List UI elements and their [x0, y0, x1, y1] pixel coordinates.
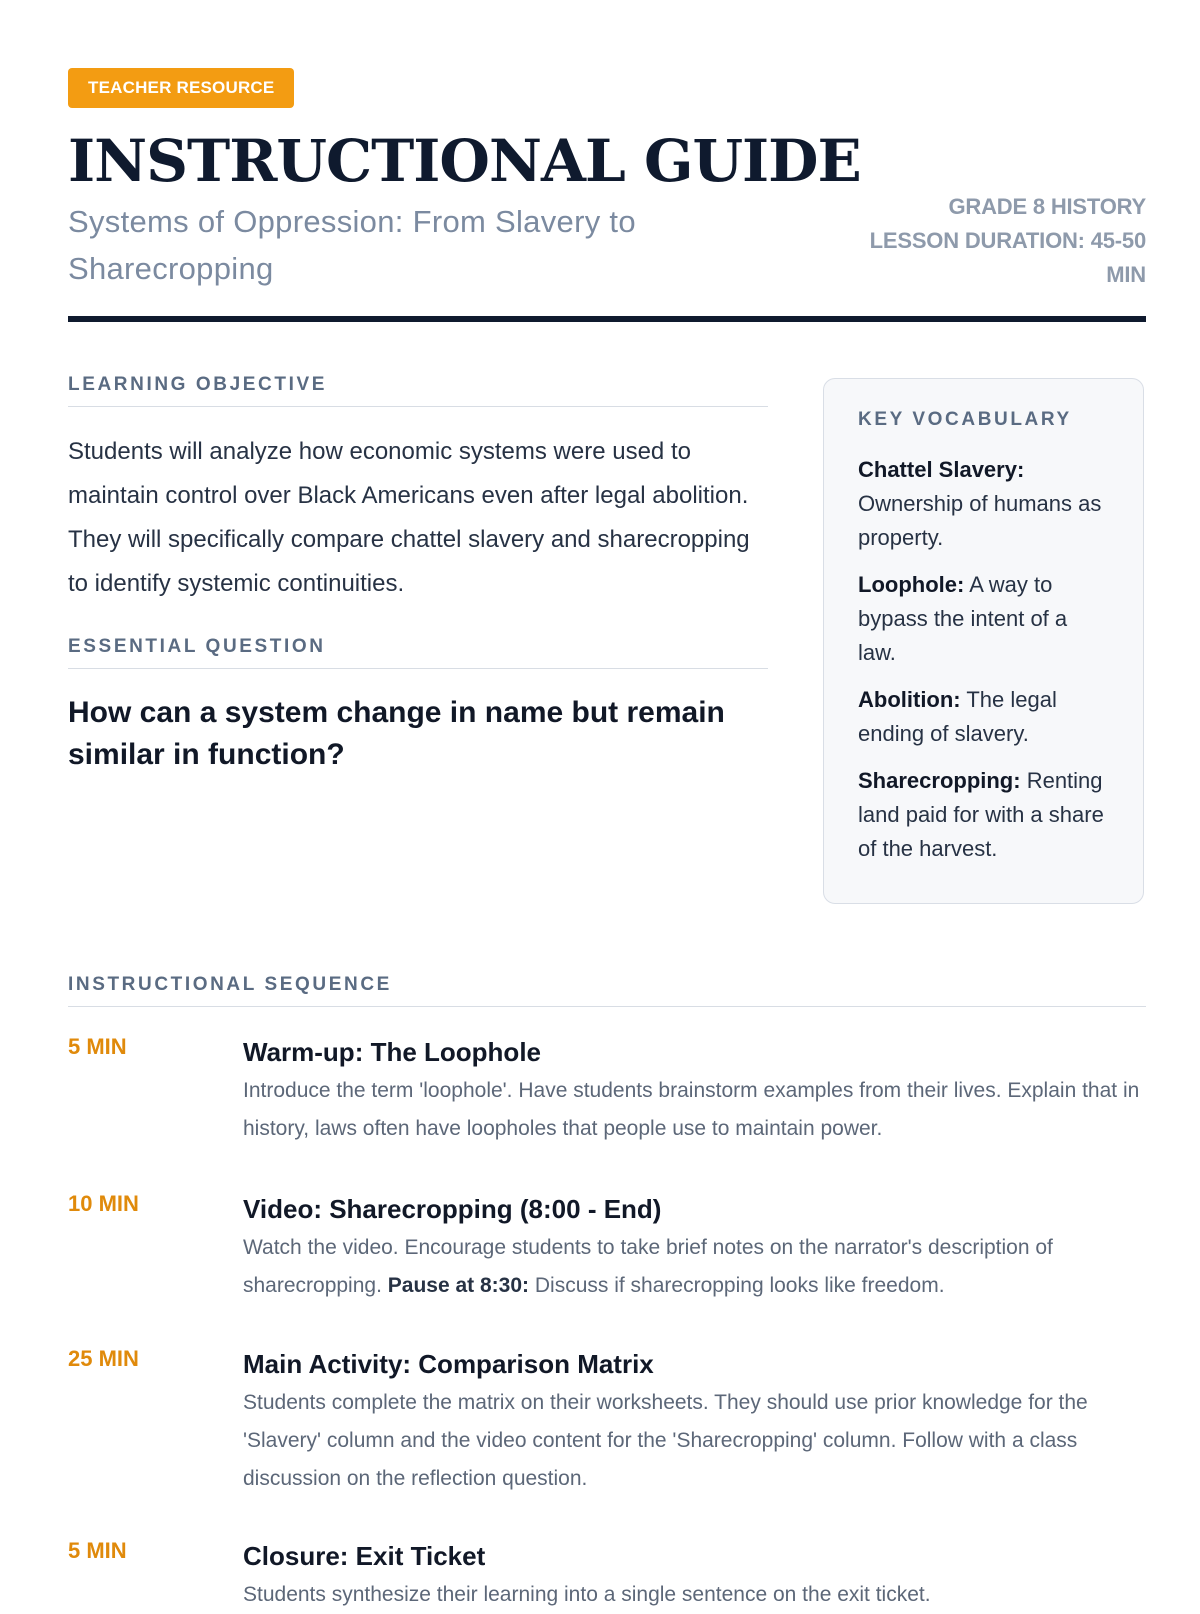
pause-note: Pause at 8:30:	[387, 1274, 530, 1297]
step-description: Students complete the matrix on their worksheets. They should use prior knowledge for the 'Slavery' column and the video content for the 'Sharecropping' column. Follow with a class discussion on the reflection question.	[243, 1391, 1088, 1490]
vocab-item-abolition	[858, 683, 1109, 751]
header-divider	[68, 316, 1146, 322]
step-title: Closure: Exit Ticket	[243, 1541, 486, 1571]
page-subtitle: Systems of Oppression: From Slavery to Sharecropping	[68, 204, 636, 286]
step-duration: 10 MIN	[68, 1191, 139, 1216]
vocab-definition: The legal ending of slavery.	[858, 687, 1057, 746]
vocab-item-loophole	[858, 568, 1109, 670]
step-description: Introduce the term 'loophole'. Have students brainstorm examples from their lives. Explain that in history, laws often have loopholes that people use to maintain power.	[243, 1079, 1140, 1140]
step-description: Watch the video. Encourage students to take brief notes on the narrator's description of sharecropping. Pause at 8:30: Discuss if sharecropping looks like freedom.	[243, 1236, 1053, 1297]
step-title: Warm-up: The Loophole	[243, 1037, 541, 1067]
sequence-step-video	[68, 1191, 1146, 1346]
key-vocabulary-heading: KEY VOCABULARY	[858, 409, 1072, 430]
vocab-definition: Renting land paid for with a share of the harvest.	[858, 768, 1104, 861]
step-title: Video: Sharecropping (8:00 - End)	[243, 1194, 662, 1224]
step-description: Students synthesize their learning into a single sentence on the exit ticket.	[243, 1583, 931, 1606]
vocab-term: Loophole:	[858, 572, 965, 597]
sequence-step-warm-up	[68, 1034, 1146, 1191]
step-duration: 25 MIN	[68, 1346, 139, 1371]
lesson-meta	[826, 190, 1146, 292]
instructional-sequence-heading: INSTRUCTIONAL SEQUENCE	[68, 974, 1146, 1007]
learning-objective-heading: LEARNING OBJECTIVE	[68, 374, 768, 407]
essential-question-heading: ESSENTIAL QUESTION	[68, 636, 768, 669]
page-title: INSTRUCTIONAL GUIDE	[68, 127, 861, 195]
key-vocabulary-card	[823, 378, 1144, 904]
vocab-term: Sharecropping:	[858, 768, 1021, 793]
step-duration: 5 MIN	[68, 1538, 127, 1563]
sequence-step-main-activity	[68, 1346, 1146, 1538]
step-title: Main Activity: Comparison Matrix	[243, 1349, 654, 1379]
vocab-definition: Ownership of humans as property.	[858, 491, 1102, 550]
essential-question-text: How can a system change in name but remain similar in function?	[68, 696, 725, 771]
grade-level: GRADE 8 HISTORY	[948, 194, 1146, 219]
vocab-item-sharecropping	[858, 764, 1109, 866]
vocab-item-chattel-slavery	[858, 453, 1109, 555]
step-duration: 5 MIN	[68, 1034, 127, 1059]
sequence-step-closure	[68, 1538, 1146, 1614]
teacher-resource-badge: TEACHER RESOURCE	[68, 68, 294, 108]
learning-objective-text: Students will analyze how economic systems were used to maintain control over Black Americans even after legal abolition. They will specifically compare chattel slavery and sharecropping to identify systemic continuities.	[68, 438, 750, 597]
vocab-term: Abolition:	[858, 687, 961, 712]
vocab-definition: A way to bypass the intent of a law.	[858, 572, 1068, 665]
instructional-sequence-list	[68, 1034, 1146, 1614]
lesson-duration: LESSON DURATION: 45-50 MIN	[869, 228, 1146, 287]
vocab-term: Chattel Slavery:	[858, 457, 1025, 482]
